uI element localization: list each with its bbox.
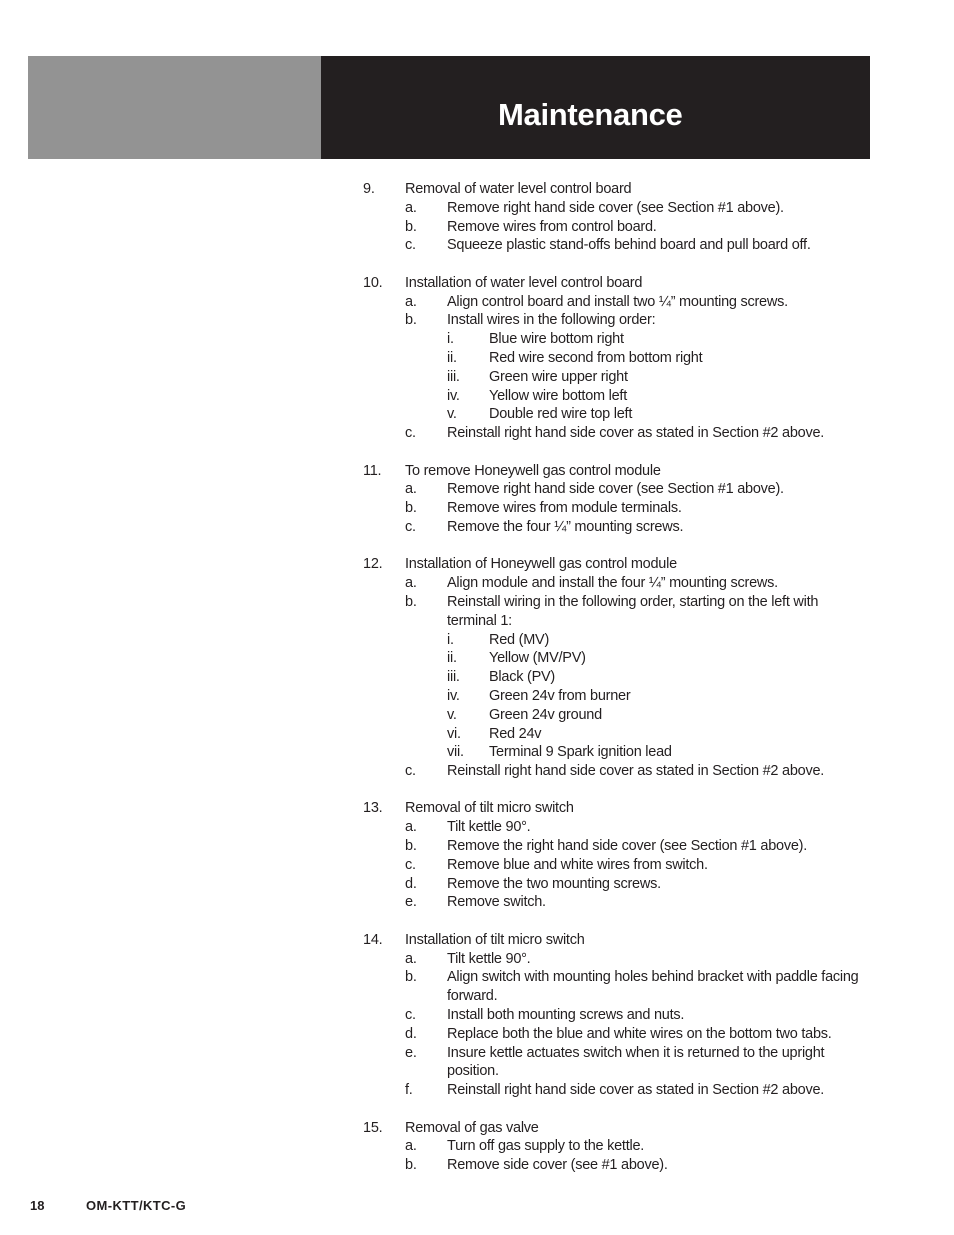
procedure-step-marker: c. — [405, 237, 416, 254]
procedure-heading-marker: 11. — [363, 462, 382, 479]
procedure-step-marker: a. — [405, 293, 417, 310]
procedure-step-marker: d. — [405, 1025, 417, 1042]
procedure-heading — [363, 555, 863, 574]
procedure-substep-text: Terminal 9 Spark ignition lead — [489, 744, 672, 761]
procedure-substep-text: Green 24v from burner — [489, 687, 631, 704]
procedure-heading-text: Removal of tilt micro switch — [405, 800, 574, 817]
procedure-substep-marker: vi. — [447, 725, 461, 742]
procedure-heading-marker: 14. — [363, 931, 383, 948]
procedure-step — [363, 1006, 863, 1025]
procedure-heading — [363, 180, 863, 199]
procedure-step — [363, 1044, 863, 1082]
procedure-step — [363, 856, 863, 875]
procedure-step-marker: a. — [405, 199, 417, 216]
procedure-heading — [363, 462, 863, 481]
procedure-step — [363, 499, 863, 518]
procedure-step-text: Remove the right hand side cover (see Section #1 above). — [447, 838, 807, 855]
procedure-heading-marker: 15. — [363, 1119, 383, 1136]
procedure-step — [363, 424, 863, 443]
procedure-step-text: Remove side cover (see #1 above). — [447, 1157, 668, 1174]
procedure-step-text: Turn off gas supply to the kettle. — [447, 1138, 645, 1155]
procedure-step-marker: b. — [405, 593, 417, 610]
document-code: OM-KTT/KTC-G — [86, 1198, 187, 1213]
procedure-step-marker: c. — [405, 425, 416, 442]
procedure-step-text: Remove right hand side cover (see Section #1 above). — [447, 199, 784, 216]
procedure-step — [363, 1081, 863, 1100]
procedure-substep — [363, 706, 863, 725]
procedure-step-text: Remove the two mounting screws. — [447, 875, 661, 892]
procedure-step — [363, 593, 863, 631]
procedure-substep-text: Green wire upper right — [489, 368, 628, 385]
procedure-step-text: Align switch with mounting holes behind bracket with paddle facing forward. — [447, 969, 859, 1005]
maintenance-procedure-list — [363, 180, 863, 1194]
procedure-substep — [363, 330, 863, 349]
procedure-substep-text: Red 24v — [489, 725, 542, 742]
procedure-step-marker: e. — [405, 1044, 417, 1061]
procedure-step — [363, 837, 863, 856]
procedure-step-marker: d. — [405, 875, 417, 892]
procedure-heading — [363, 1119, 863, 1138]
procedure-step-text: Align module and install the four ¼” mounting screws. — [447, 575, 778, 592]
procedure-substep-text: Green 24v ground — [489, 706, 602, 723]
header-gray-band — [28, 56, 321, 159]
procedure-step-marker: c. — [405, 763, 416, 780]
procedure-substep-marker: vii. — [447, 744, 464, 761]
procedure-heading-text: Removal of gas valve — [405, 1119, 539, 1136]
procedure-substep — [363, 668, 863, 687]
procedure-step-text: Align control board and install two ¼” mounting screws. — [447, 293, 788, 310]
procedure-heading-text: Removal of water level control board — [405, 181, 632, 197]
procedure-step-marker: b. — [405, 312, 417, 329]
procedure-substep — [363, 743, 863, 762]
procedure-substep-marker: iv. — [447, 687, 460, 704]
procedure-substep — [363, 368, 863, 387]
page-title: Maintenance — [498, 97, 683, 132]
procedure-section — [363, 180, 863, 255]
procedure-step-marker: a. — [405, 819, 417, 836]
procedure-section — [363, 462, 863, 537]
procedure-substep-marker: i. — [447, 331, 454, 348]
procedure-step-text: Tilt kettle 90°. — [447, 819, 531, 836]
procedure-substep-text: Red (MV) — [489, 631, 550, 648]
procedure-substep-text: Yellow wire bottom left — [489, 387, 627, 404]
procedure-step — [363, 293, 863, 312]
procedure-step-text: Tilt kettle 90°. — [447, 950, 531, 967]
procedure-step-text: Squeeze plastic stand-offs behind board and pull board off. — [447, 237, 811, 254]
procedure-step — [363, 518, 863, 537]
procedure-step — [363, 199, 863, 218]
procedure-step-marker: b. — [405, 969, 417, 986]
procedure-step-text: Remove switch. — [447, 894, 546, 911]
procedure-step-text: Install both mounting screws and nuts. — [447, 1007, 685, 1024]
procedure-step-text: Remove wires from module terminals. — [447, 500, 682, 517]
procedure-step-marker: b. — [405, 1157, 417, 1174]
procedure-substep — [363, 725, 863, 744]
procedure-step — [363, 968, 863, 1006]
procedure-substep-text: Blue wire bottom right — [489, 331, 624, 348]
procedure-step-text: Reinstall wiring in the following order, starting on the left with terminal 1: — [447, 593, 819, 629]
procedure-step-text: Remove wires from control board. — [447, 218, 657, 235]
procedure-step-marker: c. — [405, 518, 416, 535]
procedure-step — [363, 1137, 863, 1156]
procedure-heading — [363, 931, 863, 950]
procedure-substep — [363, 631, 863, 650]
procedure-step-marker: a. — [405, 481, 417, 498]
procedure-step-text: Install wires in the following order: — [447, 312, 656, 329]
procedure-step — [363, 311, 863, 330]
procedure-step-marker: a. — [405, 575, 417, 592]
procedure-heading-text: Installation of tilt micro switch — [405, 931, 585, 948]
procedure-section — [363, 274, 863, 443]
procedure-heading-text: Installation of Honeywell gas control module — [405, 556, 677, 573]
procedure-section — [363, 931, 863, 1100]
procedure-step — [363, 762, 863, 781]
procedure-step — [363, 236, 863, 255]
procedure-substep — [363, 349, 863, 368]
procedure-step-text: Remove the four ¼” mounting screws. — [447, 518, 684, 535]
procedure-substep-text: Black (PV) — [489, 669, 555, 686]
procedure-heading — [363, 799, 863, 818]
procedure-step-marker: e. — [405, 894, 417, 911]
procedure-step-text: Remove right hand side cover (see Section #1 above). — [447, 481, 784, 498]
procedure-heading-marker: 9. — [363, 181, 375, 197]
procedure-step-text: Remove blue and white wires from switch. — [447, 856, 708, 873]
procedure-substep-text: Yellow (MV/PV) — [489, 650, 586, 667]
procedure-substep — [363, 387, 863, 406]
procedure-substep-marker: ii. — [447, 349, 457, 366]
procedure-heading-marker: 13. — [363, 800, 383, 817]
page-number: 18 — [30, 1198, 45, 1213]
procedure-substep — [363, 405, 863, 424]
procedure-step-marker: c. — [405, 1007, 416, 1024]
procedure-step-text: Reinstall right hand side cover as stated in Section #2 above. — [447, 1082, 825, 1099]
procedure-step-marker: b. — [405, 218, 417, 235]
procedure-heading-text: To remove Honeywell gas control module — [405, 462, 661, 479]
procedure-substep-text: Double red wire top left — [489, 406, 633, 423]
procedure-step — [363, 480, 863, 499]
procedure-step — [363, 893, 863, 912]
procedure-step-marker: b. — [405, 838, 417, 855]
procedure-section — [363, 1119, 863, 1175]
procedure-step-marker: b. — [405, 500, 417, 517]
procedure-heading — [363, 274, 863, 293]
procedure-heading-marker: 10. — [363, 274, 383, 291]
procedure-substep-marker: v. — [447, 706, 457, 723]
procedure-substep-marker: iii. — [447, 669, 460, 686]
procedure-step-text: Replace both the blue and white wires on the bottom two tabs. — [447, 1025, 832, 1042]
procedure-step — [363, 1025, 863, 1044]
procedure-substep-marker: ii. — [447, 650, 457, 667]
procedure-step-marker: f. — [405, 1082, 413, 1099]
procedure-substep-marker: v. — [447, 406, 457, 423]
procedure-step — [363, 875, 863, 894]
procedure-step-marker: a. — [405, 950, 417, 967]
procedure-substep — [363, 649, 863, 668]
procedure-substep-marker: iv. — [447, 387, 460, 404]
procedure-step — [363, 574, 863, 593]
procedure-step-text: Reinstall right hand side cover as stated in Section #2 above. — [447, 425, 825, 442]
procedure-substep — [363, 687, 863, 706]
procedure-step-text: Insure kettle actuates switch when it is returned to the upright position. — [447, 1044, 825, 1080]
procedure-step — [363, 818, 863, 837]
procedure-heading-text: Installation of water level control board — [405, 274, 643, 291]
procedure-substep-marker: i. — [447, 631, 454, 648]
procedure-substep-text: Red wire second from bottom right — [489, 349, 703, 366]
procedure-step — [363, 218, 863, 237]
procedure-step — [363, 1156, 863, 1175]
procedure-substep-marker: iii. — [447, 368, 460, 385]
procedure-step-text: Reinstall right hand side cover as stated in Section #2 above. — [447, 763, 825, 780]
header-title-band — [321, 56, 870, 159]
procedure-step-marker: c. — [405, 856, 416, 873]
procedure-step-marker: a. — [405, 1138, 417, 1155]
procedure-step — [363, 950, 863, 969]
procedure-section — [363, 799, 863, 912]
procedure-section — [363, 555, 863, 781]
procedure-heading-marker: 12. — [363, 556, 383, 573]
